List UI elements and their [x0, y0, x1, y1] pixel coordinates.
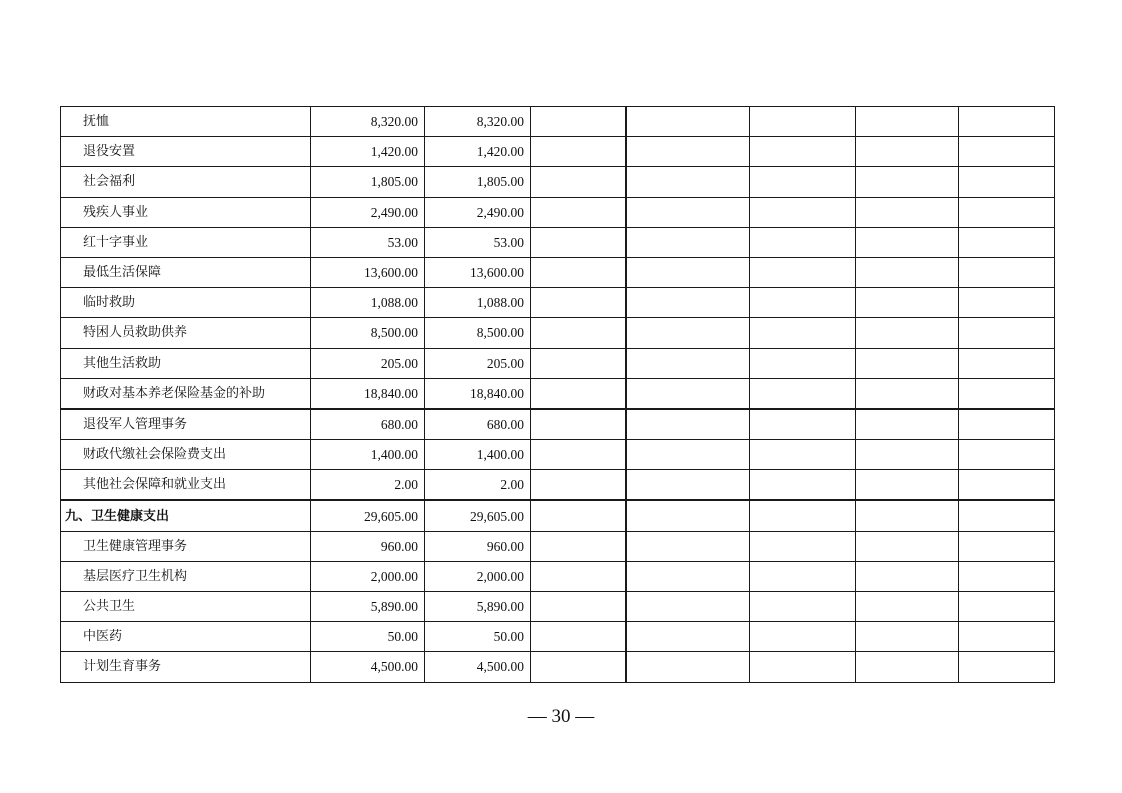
empty-amount-cell	[856, 318, 959, 348]
empty-amount-cell	[750, 318, 856, 348]
empty-amount-cell	[959, 348, 1055, 378]
empty-amount-cell	[626, 197, 750, 227]
item-name-cell: 公共卫生	[61, 592, 311, 622]
empty-amount-cell	[959, 288, 1055, 318]
empty-amount-cell	[531, 409, 626, 440]
empty-amount-cell	[959, 531, 1055, 561]
general-budget-amount-cell: 18,840.00	[425, 378, 531, 409]
empty-amount-cell	[750, 348, 856, 378]
empty-amount-cell	[959, 440, 1055, 470]
empty-amount-cell	[959, 500, 1055, 531]
empty-amount-cell	[856, 440, 959, 470]
table-row	[61, 107, 1055, 137]
general-budget-amount-cell: 4,500.00	[425, 652, 531, 682]
general-budget-amount-cell: 5,890.00	[425, 592, 531, 622]
table-row	[61, 318, 1055, 348]
empty-amount-cell	[959, 652, 1055, 682]
item-name-cell: 残疾人事业	[61, 197, 311, 227]
item-name-cell: 抚恤	[61, 107, 311, 137]
total-amount-cell: 1,400.00	[311, 440, 425, 470]
item-name-cell: 临时救助	[61, 288, 311, 318]
total-amount-cell: 2,490.00	[311, 197, 425, 227]
empty-amount-cell	[856, 257, 959, 287]
total-amount-cell: 1,088.00	[311, 288, 425, 318]
table-row	[61, 409, 1055, 440]
empty-amount-cell	[856, 227, 959, 257]
empty-amount-cell	[959, 592, 1055, 622]
empty-amount-cell	[856, 197, 959, 227]
general-budget-amount-cell: 680.00	[425, 409, 531, 440]
general-budget-amount-cell: 53.00	[425, 227, 531, 257]
empty-amount-cell	[750, 378, 856, 409]
empty-amount-cell	[856, 409, 959, 440]
empty-amount-cell	[856, 107, 959, 137]
total-amount-cell: 18,840.00	[311, 378, 425, 409]
empty-amount-cell	[959, 318, 1055, 348]
total-amount-cell: 2.00	[311, 470, 425, 501]
general-budget-amount-cell: 2,000.00	[425, 561, 531, 591]
empty-amount-cell	[750, 167, 856, 197]
empty-amount-cell	[626, 167, 750, 197]
table-row	[61, 652, 1055, 682]
empty-amount-cell	[626, 318, 750, 348]
table-body	[61, 107, 1055, 683]
empty-amount-cell	[750, 409, 856, 440]
empty-amount-cell	[626, 227, 750, 257]
empty-amount-cell	[531, 257, 626, 287]
empty-amount-cell	[626, 470, 750, 501]
empty-amount-cell	[856, 531, 959, 561]
empty-amount-cell	[750, 561, 856, 591]
item-name-cell: 特困人员救助供养	[61, 318, 311, 348]
total-amount-cell: 680.00	[311, 409, 425, 440]
empty-amount-cell	[626, 348, 750, 378]
empty-amount-cell	[626, 288, 750, 318]
item-name-cell: 其他社会保障和就业支出	[61, 470, 311, 501]
table-row	[61, 500, 1055, 531]
empty-amount-cell	[856, 288, 959, 318]
empty-amount-cell	[959, 378, 1055, 409]
empty-amount-cell	[856, 348, 959, 378]
empty-amount-cell	[531, 622, 626, 652]
empty-amount-cell	[959, 561, 1055, 591]
empty-amount-cell	[959, 107, 1055, 137]
total-amount-cell: 1,420.00	[311, 137, 425, 167]
page-number: — 30 —	[527, 706, 595, 727]
total-amount-cell: 4,500.00	[311, 652, 425, 682]
empty-amount-cell	[959, 622, 1055, 652]
total-amount-cell: 8,500.00	[311, 318, 425, 348]
empty-amount-cell	[959, 137, 1055, 167]
item-name-cell: 退役安置	[61, 137, 311, 167]
empty-amount-cell	[750, 470, 856, 501]
item-name-cell: 最低生活保障	[61, 257, 311, 287]
empty-amount-cell	[626, 561, 750, 591]
empty-amount-cell	[750, 257, 856, 287]
table-row	[61, 288, 1055, 318]
empty-amount-cell	[531, 378, 626, 409]
general-budget-amount-cell: 2.00	[425, 470, 531, 501]
table-row	[61, 257, 1055, 287]
empty-amount-cell	[856, 652, 959, 682]
category-heading-cell: 九、卫生健康支出	[61, 500, 311, 531]
item-name-cell: 退役军人管理事务	[61, 409, 311, 440]
empty-amount-cell	[626, 137, 750, 167]
empty-amount-cell	[750, 227, 856, 257]
empty-amount-cell	[531, 561, 626, 591]
empty-amount-cell	[856, 622, 959, 652]
total-amount-cell: 2,000.00	[311, 561, 425, 591]
table-row	[61, 167, 1055, 197]
empty-amount-cell	[959, 257, 1055, 287]
general-budget-amount-cell: 29,605.00	[425, 500, 531, 531]
empty-amount-cell	[531, 137, 626, 167]
empty-amount-cell	[531, 500, 626, 531]
empty-amount-cell	[750, 622, 856, 652]
empty-amount-cell	[626, 440, 750, 470]
empty-amount-cell	[531, 107, 626, 137]
item-name-cell: 财政对基本养老保险基金的补助	[61, 378, 311, 409]
empty-amount-cell	[750, 652, 856, 682]
general-budget-amount-cell: 50.00	[425, 622, 531, 652]
general-budget-amount-cell: 205.00	[425, 348, 531, 378]
empty-amount-cell	[531, 440, 626, 470]
empty-amount-cell	[750, 197, 856, 227]
empty-amount-cell	[626, 257, 750, 287]
total-amount-cell: 205.00	[311, 348, 425, 378]
empty-amount-cell	[531, 652, 626, 682]
empty-amount-cell	[626, 531, 750, 561]
general-budget-amount-cell: 1,805.00	[425, 167, 531, 197]
empty-amount-cell	[856, 167, 959, 197]
item-name-cell: 其他生活救助	[61, 348, 311, 378]
empty-amount-cell	[531, 318, 626, 348]
empty-amount-cell	[959, 197, 1055, 227]
empty-amount-cell	[750, 592, 856, 622]
general-budget-amount-cell: 8,500.00	[425, 318, 531, 348]
empty-amount-cell	[531, 531, 626, 561]
general-budget-amount-cell: 1,088.00	[425, 288, 531, 318]
general-budget-amount-cell: 13,600.00	[425, 257, 531, 287]
empty-amount-cell	[750, 107, 856, 137]
empty-amount-cell	[626, 592, 750, 622]
empty-amount-cell	[856, 592, 959, 622]
table-row	[61, 440, 1055, 470]
empty-amount-cell	[626, 107, 750, 137]
empty-amount-cell	[750, 137, 856, 167]
empty-amount-cell	[531, 227, 626, 257]
empty-amount-cell	[856, 500, 959, 531]
total-amount-cell: 8,320.00	[311, 107, 425, 137]
table-row	[61, 197, 1055, 227]
empty-amount-cell	[856, 378, 959, 409]
empty-amount-cell	[531, 470, 626, 501]
table-row	[61, 227, 1055, 257]
total-amount-cell: 50.00	[311, 622, 425, 652]
empty-amount-cell	[626, 378, 750, 409]
empty-amount-cell	[959, 167, 1055, 197]
general-budget-amount-cell: 960.00	[425, 531, 531, 561]
empty-amount-cell	[626, 409, 750, 440]
total-amount-cell: 53.00	[311, 227, 425, 257]
item-name-cell: 财政代缴社会保险费支出	[61, 440, 311, 470]
empty-amount-cell	[531, 197, 626, 227]
empty-amount-cell	[626, 652, 750, 682]
empty-amount-cell	[856, 137, 959, 167]
table-row	[61, 531, 1055, 561]
empty-amount-cell	[531, 288, 626, 318]
table-row	[61, 592, 1055, 622]
empty-amount-cell	[750, 500, 856, 531]
empty-amount-cell	[856, 470, 959, 501]
general-budget-amount-cell: 2,490.00	[425, 197, 531, 227]
table-row	[61, 622, 1055, 652]
empty-amount-cell	[750, 288, 856, 318]
item-name-cell: 基层医疗卫生机构	[61, 561, 311, 591]
empty-amount-cell	[959, 227, 1055, 257]
empty-amount-cell	[531, 167, 626, 197]
empty-amount-cell	[750, 531, 856, 561]
table-row	[61, 561, 1055, 591]
empty-amount-cell	[531, 592, 626, 622]
total-amount-cell: 5,890.00	[311, 592, 425, 622]
table-row	[61, 470, 1055, 501]
total-amount-cell: 1,805.00	[311, 167, 425, 197]
item-name-cell: 中医药	[61, 622, 311, 652]
empty-amount-cell	[856, 561, 959, 591]
item-name-cell: 计划生育事务	[61, 652, 311, 682]
general-budget-amount-cell: 1,400.00	[425, 440, 531, 470]
empty-amount-cell	[531, 348, 626, 378]
table-row	[61, 137, 1055, 167]
empty-amount-cell	[959, 409, 1055, 440]
general-budget-amount-cell: 8,320.00	[425, 107, 531, 137]
empty-amount-cell	[626, 622, 750, 652]
total-amount-cell: 13,600.00	[311, 257, 425, 287]
item-name-cell: 社会福利	[61, 167, 311, 197]
budget-expenditure-table	[60, 106, 1055, 683]
table-row	[61, 378, 1055, 409]
item-name-cell: 红十字事业	[61, 227, 311, 257]
empty-amount-cell	[626, 500, 750, 531]
total-amount-cell: 29,605.00	[311, 500, 425, 531]
empty-amount-cell	[959, 470, 1055, 501]
general-budget-amount-cell: 1,420.00	[425, 137, 531, 167]
empty-amount-cell	[750, 440, 856, 470]
table-row	[61, 348, 1055, 378]
total-amount-cell: 960.00	[311, 531, 425, 561]
item-name-cell: 卫生健康管理事务	[61, 531, 311, 561]
